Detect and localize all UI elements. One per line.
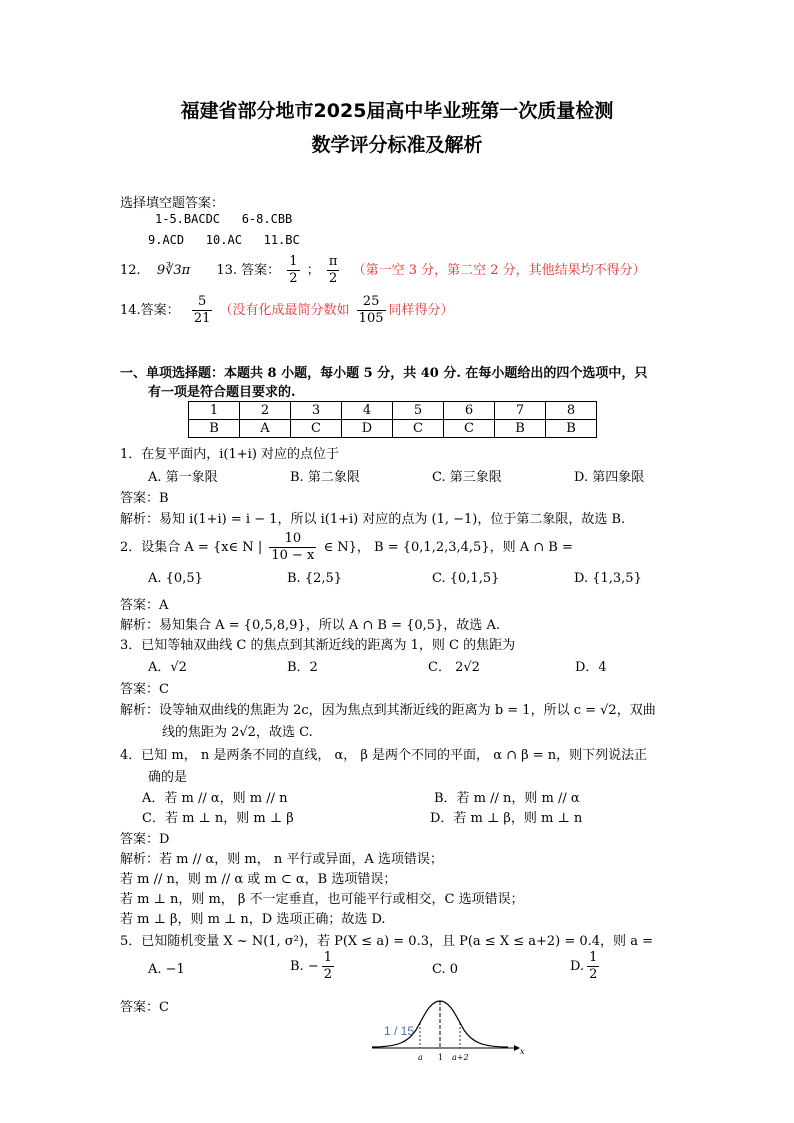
- q5-option-b-fraction: $\frac{1}{2}$: [323, 950, 332, 982]
- answers-q14: [120, 294, 454, 328]
- q3-option-d: D．4: [575, 660, 607, 675]
- document-subtitle: 数学评分标准及解析: [311, 134, 483, 156]
- q1-analysis: 解析：易知 i(1+i) = i − 1，所以 i(1+i) 对应的点为 (1, −1)，位于第二象限，故选 B.: [120, 512, 626, 527]
- q3-answer: 答案：C: [120, 682, 169, 697]
- q3-option-b: B．2: [287, 660, 318, 675]
- q5-option-d-fraction: $\frac{1}{2}$: [589, 950, 598, 982]
- q13-fraction-2: $\frac{\pi}{2}$: [328, 254, 338, 286]
- q14-fraction: $\frac{5}{21}$: [193, 294, 211, 326]
- q4-option-a: A．若 m // α，则 m // n: [142, 791, 288, 806]
- q12-label: 12.: [120, 263, 141, 278]
- q3-option-c: C． 2√2: [428, 660, 480, 675]
- q14-label: 14.答案：: [120, 303, 180, 318]
- answers-heading: 选择填空题答案：: [120, 196, 225, 211]
- label-a: a: [418, 1053, 423, 1062]
- q1-option-c: C. 第三象限: [432, 470, 502, 485]
- q14-note-fraction: $\frac{25}{105}$: [358, 294, 384, 326]
- table-cell: 7: [495, 402, 546, 420]
- q1-answer: 答案：B: [120, 491, 169, 506]
- q1-option-d: D. 第四象限: [574, 470, 645, 485]
- q5-answer: 答案：C: [120, 1000, 169, 1015]
- q5-option-a: A. −1: [148, 962, 185, 977]
- table-cell: 4: [342, 402, 393, 420]
- table-cell: 6: [444, 402, 495, 420]
- q3-option-a: A．√2: [148, 660, 187, 675]
- answer-table-answers-row: [189, 420, 597, 438]
- table-cell: C: [393, 420, 444, 438]
- q4-stem-1: 4．已知 m， n 是两条不同的直线， α， β 是两个不同的平面， α ∩ β = n，则下列说法正: [120, 748, 648, 763]
- q3-analysis-1: 解析：设等轴双曲线的焦距为 2c，因为焦点到其渐近线的距离为 b = 1，所以 c = √2，双曲: [120, 703, 656, 718]
- q2-option-d: D. {1,3,5}: [574, 571, 642, 586]
- q2-option-c: C. {0,1,5}: [432, 571, 500, 586]
- q2-answer: 答案：A: [120, 598, 169, 613]
- q13-label: 13. 答案：: [216, 263, 281, 278]
- q3-stem: 3．已知等轴双曲线 C 的焦点到其渐近线的距离为 1，则 C 的焦距为: [120, 638, 516, 653]
- q5-stem: 5．已知随机变量 X ~ N(1, σ²)，若 P(X ≤ a) = 0.3，且 P(a ≤ X ≤ a+2) = 0.4，则 a =: [120, 934, 653, 949]
- q2-fraction: $\frac{10}{10 - x}$: [271, 531, 315, 563]
- page-number: 1 / 15: [384, 1024, 415, 1038]
- answers-q12-q13: 12. 9∛3π 13. 答案： $\frac{1}{2}$ ； $\frac{\pi}{2}$ （第一空 3 分，第二空 2 分，其他结果均不得分）: [120, 254, 646, 286]
- q4-analysis-4: 若 m ⊥ β，则 m ⊥ n，D 选项正确；故选 D.: [120, 912, 386, 927]
- table-cell: 2: [240, 402, 291, 420]
- q4-stem-2: 确的是: [148, 770, 188, 785]
- table-cell: A: [240, 420, 291, 438]
- q5-option-b: B. − $\frac{1}{2}$: [290, 950, 332, 982]
- q14-note-a: （没有化成最简分数如: [219, 303, 350, 318]
- q1-option-a: A. 第一象限: [148, 470, 218, 485]
- label-1: 1: [438, 1053, 444, 1062]
- q2-option-b: B. {2,5}: [287, 571, 343, 586]
- q4-answer: 答案：D: [120, 832, 170, 847]
- q5-option-d: D. $\frac{1}{2}$: [570, 950, 598, 982]
- table-cell: 8: [546, 402, 597, 420]
- q4-analysis-1: 解析：若 m // α，则 m， n 平行或异面，A 选项错误；: [120, 852, 443, 867]
- q1-stem: 1．在复平面内，i(1+i) 对应的点位于: [120, 447, 340, 462]
- q1-option-b: B. 第二象限: [290, 470, 360, 485]
- answer-table-numbers-row: [189, 402, 597, 420]
- q13-note: （第一空 3 分，第二空 2 分，其他结果均不得分）: [352, 263, 646, 278]
- table-cell: D: [342, 420, 393, 438]
- answers-line-2: 9.ACD 10.AC 11.BC: [148, 233, 300, 247]
- q4-analysis-3: 若 m ⊥ n，则 m， β 不一定垂直，也可能平行或相交，C 选项错误；: [120, 892, 524, 907]
- label-x: x: [520, 1047, 525, 1056]
- q5-option-c: C. 0: [432, 962, 459, 977]
- label-a-plus-2: a+2: [452, 1053, 469, 1062]
- q13-fraction-1: $\frac{1}{2}$: [289, 254, 298, 286]
- document-title: 福建省部分地市2025届高中毕业班第一次质量检测: [180, 100, 614, 122]
- section1-intro-1: 一、单项选择题：本题共 8 小题，每小题 5 分，共 40 分. 在每小题给出的四个选项中，只: [120, 366, 648, 381]
- q4-option-c: C．若 m ⊥ n，则 m ⊥ β: [142, 811, 294, 826]
- table-cell: B: [546, 420, 597, 438]
- table-cell: C: [291, 420, 342, 438]
- table-cell: 1: [189, 402, 240, 420]
- table-cell: B: [189, 420, 240, 438]
- table-cell: 3: [291, 402, 342, 420]
- q2-option-a: A. {0,5}: [148, 571, 203, 586]
- q2-stem: 2．设集合 A = {x∈ N | $\frac{10}{10 - x}$ ∈ N}， B = {0,1,2,3,4,5}，则 A ∩ B =: [120, 531, 573, 563]
- q4-analysis-2: 若 m // n，则 m // α 或 m ⊂ α，B 选项错误；: [120, 872, 397, 887]
- q4-option-d: D．若 m ⊥ β，则 m ⊥ n: [430, 811, 583, 826]
- table-cell: B: [495, 420, 546, 438]
- answers-line-1: 1-5.BACDC 6-8.CBB: [155, 212, 293, 226]
- q12-value: 9∛3π: [156, 263, 191, 278]
- q3-analysis-2: 线的焦距为 2√2，故选 C.: [162, 725, 313, 740]
- q2-analysis: 解析：易知集合 A = {0,5,8,9}，所以 A ∩ B = {0,5}，故选 A.: [120, 618, 500, 633]
- q4-option-b: B．若 m // n，则 m // α: [434, 791, 580, 806]
- table-cell: C: [444, 420, 495, 438]
- table-cell: 5: [393, 402, 444, 420]
- q14-note-b: 同样得分）: [388, 303, 454, 318]
- answer-table: [188, 401, 597, 438]
- section1-intro-2: 有一项是符合题目要求的.: [148, 385, 296, 400]
